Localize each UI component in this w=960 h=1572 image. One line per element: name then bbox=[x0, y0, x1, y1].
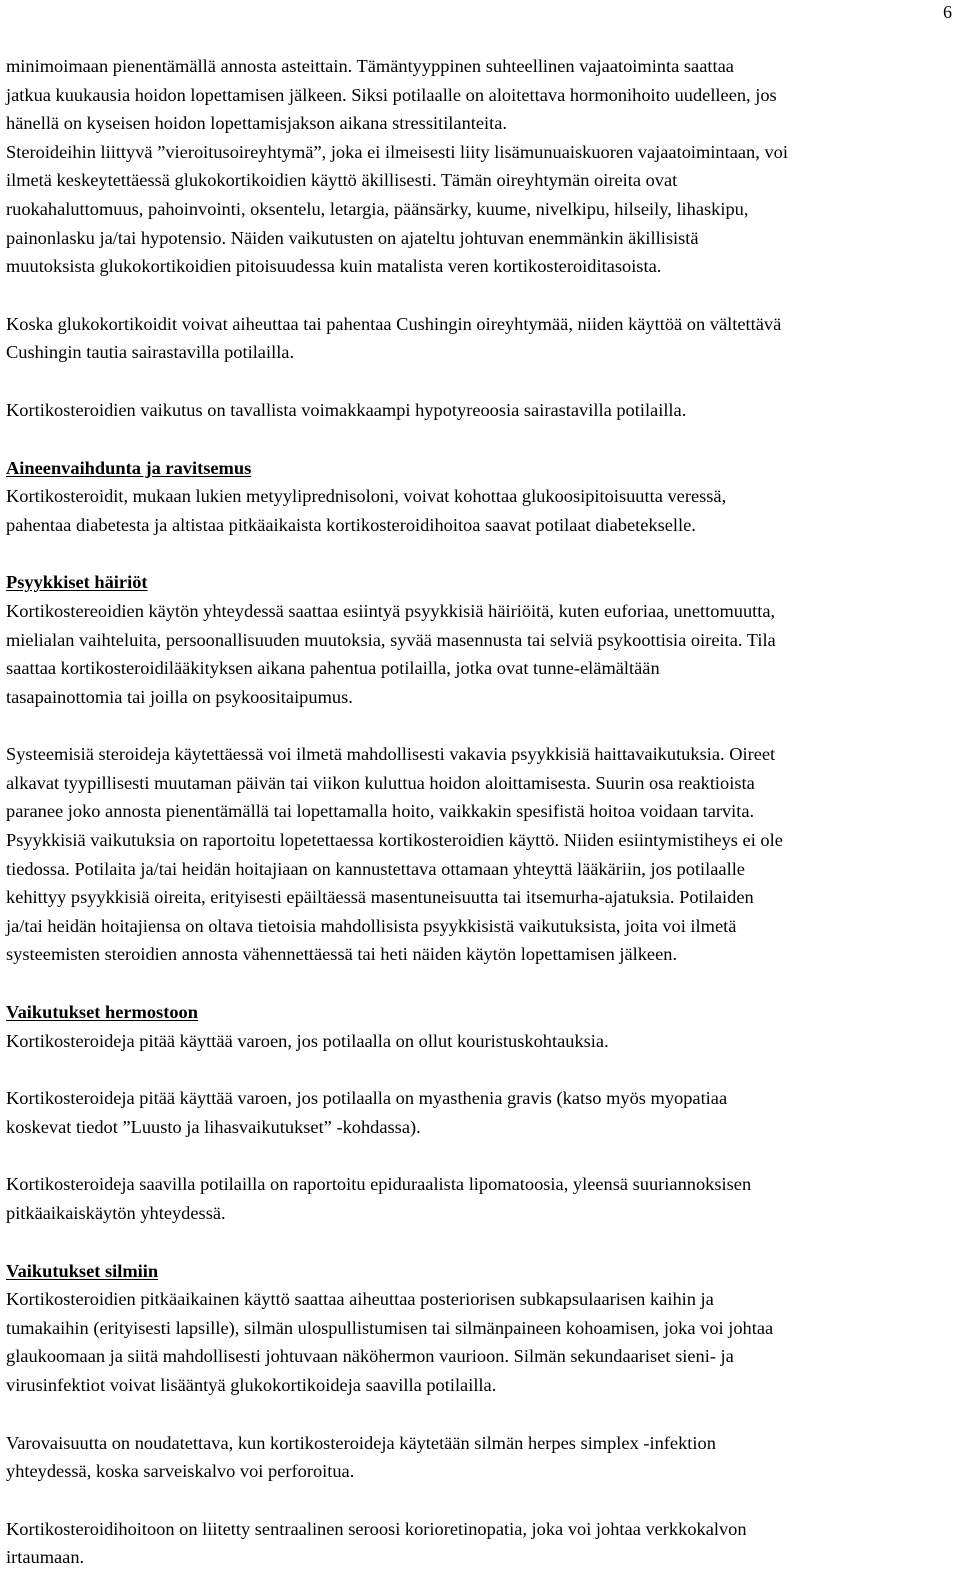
paragraph-spacer bbox=[6, 1400, 958, 1429]
text-line: Kortikostereoidien käytön yhteydessä saattaa esiintyä psyykkisiä häiriöitä, kuten euforiaa, unettomuutta, bbox=[6, 600, 776, 621]
text-line: alkavat tyypillisesti muutaman päivän tai viikon kuluttua hoidon aloittamisesta. Suurin osa reaktioista bbox=[6, 772, 755, 793]
text-line: Kortikosteroideja pitää käyttää varoen, jos potilaalla on myasthenia gravis (katso myös myopatiaa bbox=[6, 1088, 728, 1109]
text-line: koskevat tiedot ”Luusto ja lihasvaikutukset” -kohdassa). bbox=[6, 1116, 421, 1137]
text-line: Kortikosteroidien pitkäaikainen käyttö saattaa aiheuttaa posteriorisen subkapsulaarisen kaihin ja bbox=[6, 1289, 714, 1310]
text-line: Psyykkisiä vaikutuksia on raportoitu lopetettaessa kortikosteroidien käyttö. Niiden esiintymistiheys ei ole bbox=[6, 830, 783, 851]
text-line: systeemisten steroidien annosta vähennettäessä tai heti näiden käytön lopettamisen jälkeen. bbox=[6, 944, 678, 965]
section-heading: Vaikutukset hermostoon bbox=[6, 1002, 198, 1023]
text-line: ilmetä keskeytettäessä glukokortikoidien käyttö äkillisesti. Tämän oireyhtymän oireita ovat bbox=[6, 170, 678, 191]
paragraph-spacer bbox=[6, 711, 958, 740]
page-number: 6 bbox=[943, 2, 952, 22]
section-heading: Vaikutukset silmiin bbox=[6, 1260, 159, 1281]
section-heading: Aineenvaihdunta ja ravitsemus bbox=[6, 457, 252, 478]
text-line: ruokahaluttomuus, pahoinvointi, oksentelu, letargia, päänsärky, kuume, nivelkipu, hilseily, lihaskipu, bbox=[6, 198, 749, 219]
section bbox=[6, 998, 958, 1055]
text-line: ja/tai heidän hoitajiensa on oltava tietoisia mahdollisista psyykkisistä vaikutuksista, joita voi ilmetä bbox=[6, 915, 737, 936]
text-line: glaukoomaan ja siitä mahdollisesti johtuvaan näköhermon vaurioon. Silmän sekundaariset sieni- ja bbox=[6, 1346, 734, 1367]
text-line: Systeemisiä steroideja käytettäessä voi ilmetä mahdollisesti vakavia psyykkisiä haittavaikutuksia. Oireet bbox=[6, 744, 776, 765]
text-line: painonlasku ja/tai hypotensio. Näiden vaikutusten on ajateltu johtuvan enemmänkin äkillisistä bbox=[6, 227, 699, 248]
paragraph bbox=[6, 1084, 958, 1141]
paragraph-spacer bbox=[6, 1486, 958, 1515]
paragraph bbox=[6, 740, 958, 969]
text-line: jatkua kuukausia hoidon lopettamisen jälkeen. Siksi potilaalle on aloitettava hormonihoito uudelleen, jos bbox=[6, 84, 777, 105]
paragraph-spacer bbox=[6, 969, 958, 998]
text-line: irtaumaan. bbox=[6, 1547, 85, 1568]
text-line: pitkäaikaiskäytön yhteydessä. bbox=[6, 1203, 226, 1223]
text-line: paranee joko annosta pienentämällä tai lopettamalla hoito, vaikkakin spesifistä hoitoa voidaan tarvita. bbox=[6, 801, 755, 822]
paragraph-spacer bbox=[6, 281, 958, 310]
paragraph-spacer bbox=[6, 1141, 958, 1170]
paragraph-spacer bbox=[6, 539, 958, 568]
text-line: Kortikosteroidit, mukaan lukien metyyliprednisoloni, voivat kohottaa glukoosipitoisuutta veressä, bbox=[6, 486, 727, 507]
paragraph bbox=[6, 396, 958, 425]
text-line: pahentaa diabetesta ja altistaa pitkäaikaista kortikosteroidihoitoa saavat potilaat diabetekselle. bbox=[6, 514, 696, 535]
text-line: yhteydessä, koska sarveiskalvo voi perforoitua. bbox=[6, 1461, 355, 1482]
text-line: tasapainottomia tai joilla on psykoositaipumus. bbox=[6, 686, 353, 707]
paragraph bbox=[6, 310, 958, 367]
paragraph-spacer bbox=[6, 425, 958, 454]
text-line: Steroideihin liittyvä ”vieroitusoireyhtymä”, joka ei ilmeisesti liity lisämunuaiskuoren vajaatoimintaan, voi bbox=[6, 141, 788, 162]
text-line: Varovaisuutta on noudatettava, kun kortikosteroideja käytetään silmän herpes simplex -infektion bbox=[6, 1432, 716, 1453]
text-line: minimoimaan pienentämällä annosta asteittain. Tämäntyyppinen suhteellinen vajaatoiminta saattaa bbox=[6, 56, 734, 76]
text-line: muutoksista glukokortikoidien pitoisuudessa kuin matalista veren kortikosteroiditasoista. bbox=[6, 256, 662, 277]
text-line: saattaa kortikosteroidilääkityksen aikana pahentua potilailla, jotka ovat tunne-elämältään bbox=[6, 658, 660, 679]
text-line: Kortikosteroidihoitoon on liitetty sentraalinen seroosi korioretinopatia, joka voi johtaa verkkokalvon bbox=[6, 1518, 747, 1539]
paragraph bbox=[6, 52, 958, 281]
section-heading: Psyykkiset häiriöt bbox=[6, 572, 148, 593]
paragraph-spacer bbox=[6, 1055, 958, 1084]
text-line: Kortikosteroideja pitää käyttää varoen, jos potilaalla on ollut kouristuskohtauksia. bbox=[6, 1030, 609, 1051]
text-line: Cushingin tautia sairastavilla potilailla. bbox=[6, 342, 295, 363]
paragraph-spacer bbox=[6, 1228, 958, 1257]
text-line: mielialan vaihteluita, persoonallisuuden muutoksia, syvää masennusta tai selviä psykoottisia oireita. Tila bbox=[6, 629, 776, 650]
text-line: Kortikosteroidien vaikutus on tavallista voimakkaampi hypotyreoosia sairastavilla potilailla. bbox=[6, 399, 687, 420]
paragraph bbox=[6, 1429, 958, 1486]
text-line: kehittyy psyykkisiä oireita, erityisesti epäiltäessä masentuneisuutta tai itsemurha-ajatuksia. Potilaiden bbox=[6, 887, 754, 908]
paragraph-spacer bbox=[6, 367, 958, 396]
paragraph bbox=[6, 1170, 958, 1227]
text-line: virusinfektiot voivat lisääntyä glukokortikoideja saavilla potilailla. bbox=[6, 1374, 497, 1395]
text-line: hänellä on kyseisen hoidon lopettamisjakson aikana stressitilanteita. bbox=[6, 113, 508, 134]
text-line: tiedossa. Potilaita ja/tai heidän hoitajiaan on kannustettava ottamaan yhteyttä lääkäriin, jos potilaalle bbox=[6, 858, 745, 879]
section bbox=[6, 454, 958, 540]
document-body bbox=[6, 52, 958, 1572]
section bbox=[6, 1257, 958, 1400]
text-line: Koska glukokortikoidit voivat aiheuttaa tai pahentaa Cushingin oireyhtymää, niiden käyttöä on vältettävä bbox=[6, 313, 782, 334]
text-line: tumakaihin (erityisesti lapsille), silmän ulospullistumisen tai silmänpaineen kohoamisen, joka voi johtaa bbox=[6, 1317, 774, 1338]
paragraph bbox=[6, 1515, 958, 1572]
text-line: Kortikosteroideja saavilla potilailla on raportoitu epiduraalista lipomatoosia, yleensä suuriannoksisen bbox=[6, 1174, 752, 1195]
section bbox=[6, 568, 958, 711]
